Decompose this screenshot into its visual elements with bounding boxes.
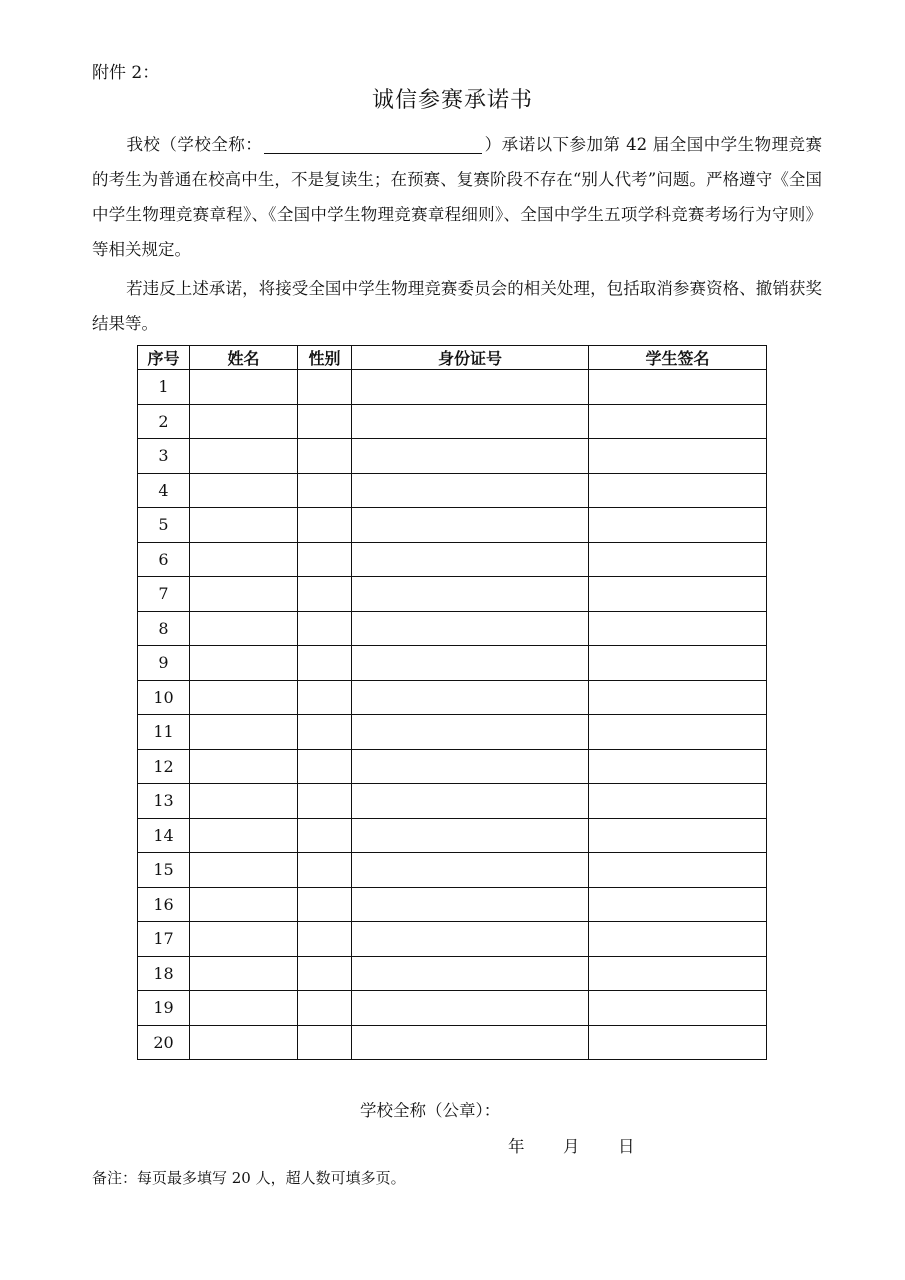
signature-cell[interactable] <box>589 887 767 922</box>
name-cell[interactable] <box>190 577 298 612</box>
signature-cell[interactable] <box>589 611 767 646</box>
signature-cell[interactable] <box>589 784 767 819</box>
row-index: 3 <box>138 439 190 474</box>
table-row <box>138 542 767 577</box>
row-index: 15 <box>138 853 190 888</box>
school-name-blank[interactable] <box>264 133 482 154</box>
row-index: 17 <box>138 922 190 957</box>
table-header-row <box>138 346 767 370</box>
row-index: 2 <box>138 404 190 439</box>
gender-cell[interactable] <box>298 853 352 888</box>
gender-cell[interactable] <box>298 508 352 543</box>
table-row <box>138 887 767 922</box>
name-cell[interactable] <box>190 680 298 715</box>
name-cell[interactable] <box>190 404 298 439</box>
id-number-cell[interactable] <box>352 611 589 646</box>
name-cell[interactable] <box>190 370 298 405</box>
row-index: 10 <box>138 680 190 715</box>
table-row <box>138 680 767 715</box>
date-day: 日 <box>618 1137 635 1156</box>
name-cell[interactable] <box>190 542 298 577</box>
pledge-paragraph-2 <box>92 271 822 341</box>
table-row <box>138 439 767 474</box>
pledge-body: ）承诺以下参加第 42 届全国中学生物理竞赛的考生为普通在校高中生，不是复读生；在预赛、复赛阶段不存在“别人代考”问题。严格遵守《全国中学生物理竞赛章程》、《全国中学生物理竞赛章程细则》、全国中学生五项学科竞赛考场行为守则》等相关规定。 <box>92 135 822 259</box>
gender-cell[interactable] <box>298 404 352 439</box>
row-index: 1 <box>138 370 190 405</box>
row-index: 16 <box>138 887 190 922</box>
table-row <box>138 577 767 612</box>
signature-cell[interactable] <box>589 749 767 784</box>
id-number-cell[interactable] <box>352 473 589 508</box>
row-index: 19 <box>138 991 190 1026</box>
row-index: 18 <box>138 956 190 991</box>
gender-cell[interactable] <box>298 1025 352 1060</box>
gender-cell[interactable] <box>298 818 352 853</box>
name-cell[interactable] <box>190 818 298 853</box>
signature-cell[interactable] <box>589 473 767 508</box>
name-cell[interactable] <box>190 853 298 888</box>
name-cell[interactable] <box>190 646 298 681</box>
id-number-cell[interactable] <box>352 646 589 681</box>
gender-cell[interactable] <box>298 991 352 1026</box>
signature-cell[interactable] <box>589 646 767 681</box>
row-index: 4 <box>138 473 190 508</box>
table-row <box>138 404 767 439</box>
row-index: 14 <box>138 818 190 853</box>
table-row <box>138 611 767 646</box>
header-index: 序号 <box>138 346 190 370</box>
signature-cell[interactable] <box>589 577 767 612</box>
school-seal-label: 学校全称（公章）： <box>360 1101 501 1120</box>
id-number-cell[interactable] <box>352 853 589 888</box>
table-row <box>138 715 767 750</box>
name-cell[interactable] <box>190 956 298 991</box>
gender-cell[interactable] <box>298 473 352 508</box>
name-cell[interactable] <box>190 991 298 1026</box>
id-number-cell[interactable] <box>352 1025 589 1060</box>
row-index: 9 <box>138 646 190 681</box>
student-roster-table <box>137 345 767 1060</box>
id-number-cell[interactable] <box>352 715 589 750</box>
table-row <box>138 1025 767 1060</box>
gender-cell[interactable] <box>298 922 352 957</box>
id-number-cell[interactable] <box>352 818 589 853</box>
gender-cell[interactable] <box>298 749 352 784</box>
id-number-cell[interactable] <box>352 680 589 715</box>
id-number-cell[interactable] <box>352 887 589 922</box>
header-gender: 性别 <box>298 346 352 370</box>
table-row <box>138 991 767 1026</box>
table-row <box>138 749 767 784</box>
name-cell[interactable] <box>190 887 298 922</box>
row-index: 12 <box>138 749 190 784</box>
id-number-cell[interactable] <box>352 784 589 819</box>
signature-cell[interactable] <box>589 991 767 1026</box>
gender-cell[interactable] <box>298 439 352 474</box>
signature-cell[interactable] <box>589 439 767 474</box>
id-number-cell[interactable] <box>352 956 589 991</box>
gender-cell[interactable] <box>298 611 352 646</box>
row-index: 8 <box>138 611 190 646</box>
table-row <box>138 508 767 543</box>
gender-cell[interactable] <box>298 577 352 612</box>
table-row <box>138 473 767 508</box>
date-month: 月 <box>563 1137 580 1156</box>
document-title: 诚信参赛承诺书 <box>371 88 533 113</box>
gender-cell[interactable] <box>298 646 352 681</box>
table-row <box>138 853 767 888</box>
name-cell[interactable] <box>190 715 298 750</box>
signature-cell[interactable] <box>589 680 767 715</box>
signature-cell[interactable] <box>589 956 767 991</box>
id-number-cell[interactable] <box>352 991 589 1026</box>
date-year: 年 <box>508 1137 525 1156</box>
roster-body <box>138 370 767 1060</box>
id-number-cell[interactable] <box>352 749 589 784</box>
id-number-cell[interactable] <box>352 439 589 474</box>
name-cell[interactable] <box>190 1025 298 1060</box>
signature-cell[interactable] <box>589 370 767 405</box>
name-cell[interactable] <box>190 439 298 474</box>
row-index: 13 <box>138 784 190 819</box>
pledge-prefix: 我校（学校全称： <box>126 135 263 154</box>
gender-cell[interactable] <box>298 784 352 819</box>
name-cell[interactable] <box>190 784 298 819</box>
name-cell[interactable] <box>190 749 298 784</box>
signature-cell[interactable] <box>589 404 767 439</box>
header-signature: 学生签名 <box>589 346 767 370</box>
gender-cell[interactable] <box>298 956 352 991</box>
table-row <box>138 784 767 819</box>
table-row <box>138 646 767 681</box>
row-index: 6 <box>138 542 190 577</box>
id-number-cell[interactable] <box>352 404 589 439</box>
id-number-cell[interactable] <box>352 577 589 612</box>
signature-cell[interactable] <box>589 853 767 888</box>
id-number-cell[interactable] <box>352 508 589 543</box>
signature-cell[interactable] <box>589 1025 767 1060</box>
attachment-label: 附件 2： <box>92 63 160 83</box>
gender-cell[interactable] <box>298 680 352 715</box>
name-cell[interactable] <box>190 473 298 508</box>
row-index: 5 <box>138 508 190 543</box>
gender-cell[interactable] <box>298 542 352 577</box>
footnote: 备注：每页最多填写 20 人，超人数可填多页。 <box>92 1169 406 1187</box>
pledge-paragraph-1 <box>92 127 822 267</box>
pledge-consequence: 若违反上述承诺，将接受全国中学生物理竞赛委员会的相关处理，包括取消参赛资格、撤销获奖结果等。 <box>92 279 822 333</box>
signature-cell[interactable] <box>589 922 767 957</box>
gender-cell[interactable] <box>298 715 352 750</box>
gender-cell[interactable] <box>298 887 352 922</box>
name-cell[interactable] <box>190 922 298 957</box>
table-row <box>138 922 767 957</box>
row-index: 11 <box>138 715 190 750</box>
id-number-cell[interactable] <box>352 922 589 957</box>
header-name: 姓名 <box>190 346 298 370</box>
signature-cell[interactable] <box>589 542 767 577</box>
date-line <box>508 1133 635 1157</box>
row-index: 20 <box>138 1025 190 1060</box>
row-index: 7 <box>138 577 190 612</box>
table-row <box>138 370 767 405</box>
header-id-number: 身份证号 <box>352 346 589 370</box>
name-cell[interactable] <box>190 611 298 646</box>
id-number-cell[interactable] <box>352 370 589 405</box>
name-cell[interactable] <box>190 508 298 543</box>
signature-cell[interactable] <box>589 508 767 543</box>
signature-cell[interactable] <box>589 715 767 750</box>
signature-cell[interactable] <box>589 818 767 853</box>
table-row <box>138 818 767 853</box>
id-number-cell[interactable] <box>352 542 589 577</box>
table-row <box>138 956 767 991</box>
gender-cell[interactable] <box>298 370 352 405</box>
